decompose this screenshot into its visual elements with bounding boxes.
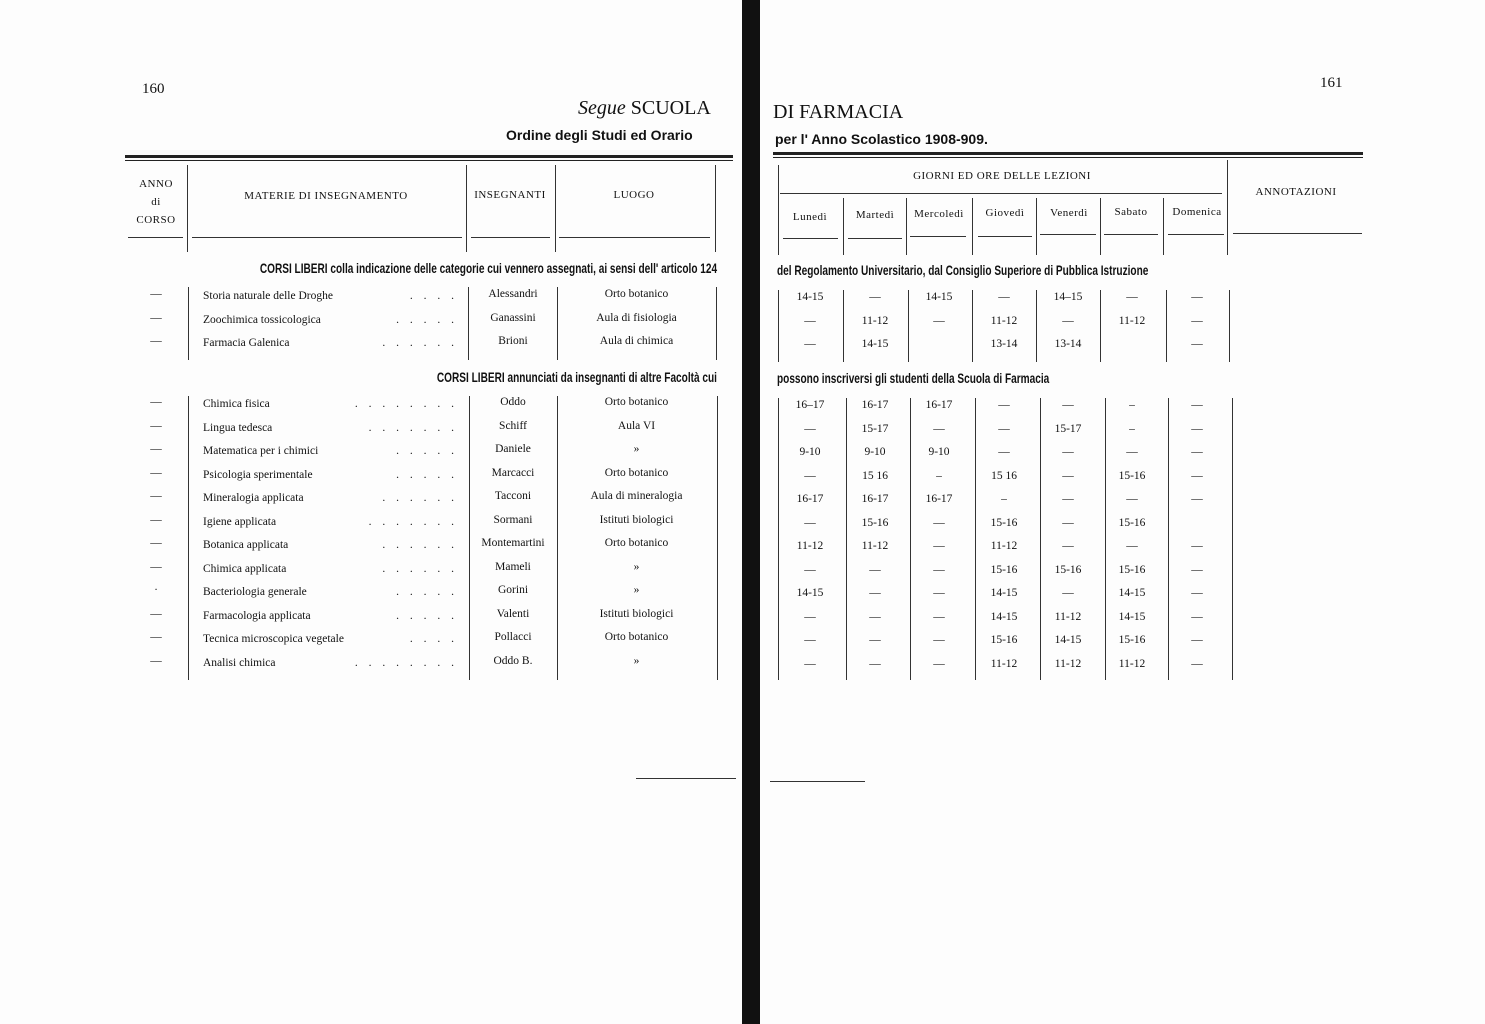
orario-cell-venerd: 14-15 [1054, 634, 1082, 646]
insegnante-cell: Brioni [498, 335, 528, 347]
left-section2-title: CORSI LIBERI annunciati da insegnanti di altre Facoltà cui [436, 369, 717, 385]
leader-dots: . . . . [409, 290, 458, 302]
orario-cell-marted: 16-17 [861, 399, 889, 411]
orario-cell-marted: — [869, 587, 881, 599]
header-underline [192, 237, 462, 238]
annotazioni-header: ANNOTAZIONI [1255, 186, 1337, 198]
orario-cell-luned: 16–17 [795, 399, 825, 411]
day-sabato: Sabato [1114, 206, 1148, 218]
orario-cell-luned: 16-17 [796, 493, 824, 505]
orario-cell-luned: — [804, 634, 816, 646]
orario-cell-marted: 11-12 [861, 540, 889, 552]
orario-cell-domenica: — [1191, 610, 1203, 623]
orario-cell-marted: 15 16 [862, 469, 888, 482]
orario-cell-gioved: 11-12 [990, 657, 1018, 670]
orario-cell-gioved: 15-16 [990, 516, 1018, 529]
orario-cell-venerd: — [1062, 314, 1074, 327]
materia-cell: Mineralogia applicata [203, 492, 304, 504]
orario-cell-mercoled: — [933, 587, 945, 599]
orario-cell-gioved: 15-16 [990, 563, 1018, 576]
header-col-divider [466, 165, 467, 252]
luogo-cell: Orto botanico [604, 537, 669, 549]
anno-cell: — [150, 466, 162, 479]
heading-italic: Segue [578, 97, 626, 119]
right-section1-title: del Regolamento Universitario, dal Consiglio Superiore di Pubblica Istruzione [777, 262, 1149, 278]
anno-cell: — [150, 631, 162, 643]
leader-dots: . . . . . . [382, 492, 458, 504]
anno-cell: — [150, 419, 162, 432]
orario-cell-sabato: 11-12 [1118, 657, 1146, 670]
insegnante-cell: Alessandri [488, 288, 538, 300]
leader-dots: . . . . . . . [368, 421, 458, 434]
anno-cell: — [150, 311, 162, 324]
insegnante-cell: Ganassini [490, 311, 536, 324]
orario-cell-luned: 11-12 [796, 540, 824, 552]
orario-cell-sabato: – [1129, 399, 1135, 411]
orario-cell-mercoled: 14-15 [925, 291, 953, 303]
leader-dots: . . . . . [396, 609, 458, 622]
leader-dots: . . . . . [396, 468, 458, 481]
orario-cell-mercoled: 16-17 [925, 493, 953, 505]
orario-cell-venerd: — [1062, 469, 1074, 482]
anno-cell: — [150, 560, 162, 573]
materia-cell: Farmacia Galenica [203, 337, 290, 349]
luogo-cell: » [633, 443, 640, 455]
anno-cell: — [150, 513, 162, 526]
insegnante-cell: Gorini [497, 584, 529, 596]
insegnante-cell: Daniele [495, 443, 531, 455]
body-col-divider [716, 287, 717, 360]
header-col-divider [715, 165, 716, 252]
materia-cell: Bacteriologia generale [203, 586, 307, 598]
insegnante-cell: Schiff [499, 419, 527, 432]
orario-cell-luned: 14-15 [796, 587, 824, 599]
col-header-anno [130, 175, 182, 229]
orario-cell-marted: — [869, 610, 881, 623]
footer-rule-right [770, 781, 865, 782]
materia-cell: Chimica fisica [203, 398, 270, 410]
orario-cell-sabato: 15-16 [1118, 516, 1146, 529]
insegnante-cell: Oddo B. [493, 654, 533, 667]
body-day-divider [778, 398, 779, 680]
header-day-divider [972, 198, 973, 255]
orario-cell-gioved: 14-15 [990, 587, 1018, 599]
orario-cell-luned: 9-10 [799, 446, 821, 458]
header-underline [1104, 234, 1158, 235]
insegnante-cell: Oddo [500, 396, 526, 408]
header-underline [471, 237, 550, 238]
orario-cell-gioved: 14-15 [990, 610, 1018, 623]
anno-cell: — [150, 443, 162, 455]
orario-cell-marted: 16-17 [861, 493, 889, 505]
orario-cell-venerd: — [1062, 493, 1074, 505]
orario-cell-domenica: — [1191, 291, 1203, 303]
orario-cell-luned: — [804, 516, 816, 529]
orario-cell-gioved: — [998, 291, 1010, 303]
header-col-divider [187, 165, 188, 252]
orario-cell-luned: — [804, 563, 816, 576]
leader-dots: . . . . . [396, 586, 458, 598]
orario-cell-mercoled: 16-17 [925, 399, 953, 411]
left-page [0, 0, 742, 1024]
orario-cell-gioved: — [998, 422, 1010, 435]
orario-cell-venerd: — [1062, 399, 1074, 411]
body-day-divider [1229, 290, 1230, 362]
orario-cell-mercoled: – [936, 469, 942, 482]
orario-cell-domenica: — [1191, 493, 1203, 505]
header-underline [783, 238, 838, 239]
insegnante-cell: Valenti [496, 607, 530, 620]
header-col-divider [555, 165, 556, 252]
insegnante-cell: Sormani [493, 513, 533, 526]
orario-cell-marted: 11-12 [861, 314, 889, 327]
leader-dots: . . . . . . . . [354, 398, 458, 410]
heading-text: SCUOLA [630, 97, 711, 119]
body-col-divider [468, 287, 469, 360]
body-day-divider [843, 290, 844, 362]
header-day-divider [1036, 198, 1037, 255]
orario-cell-domenica: — [1191, 587, 1203, 599]
materia-cell: Analisi chimica [203, 656, 276, 669]
orario-cell-mercoled: — [933, 563, 945, 576]
orario-cell-gioved: 13-14 [990, 338, 1018, 350]
orario-cell-marted: — [869, 291, 881, 303]
materia-cell: Igiene applicata [203, 515, 277, 528]
anno-cell: — [150, 537, 162, 549]
orario-cell-sabato: 15-16 [1118, 469, 1146, 482]
header-underline [848, 238, 902, 239]
orario-cell-sabato: 14-15 [1118, 587, 1146, 599]
orario-cell-sabato: — [1126, 446, 1138, 458]
orario-cell-sabato: – [1129, 422, 1135, 435]
orario-cell-gioved: — [998, 399, 1010, 411]
orario-cell-luned: — [804, 314, 816, 327]
orario-cell-marted: 15-17 [861, 422, 889, 435]
orario-cell-domenica: — [1191, 399, 1203, 411]
header-underline [559, 237, 710, 238]
luogo-cell: Istituti biologici [599, 513, 674, 526]
materia-cell: Psicologia sperimentale [203, 468, 313, 481]
orario-cell-luned: — [804, 610, 816, 623]
body-day-divider [1232, 398, 1233, 680]
luogo-cell: Aula di mineralogia [590, 490, 683, 502]
orario-cell-marted: — [869, 634, 881, 646]
materia-cell: Storia naturale delle Droghe [203, 290, 333, 302]
luogo-cell: Istituti biologici [599, 607, 674, 620]
body-col-divider [188, 287, 189, 360]
orario-cell-mercoled: — [933, 657, 945, 670]
materia-cell: Chimica applicata [203, 562, 287, 575]
header-underline [1233, 233, 1362, 234]
body-col-divider [717, 396, 718, 680]
header-day-divider [906, 198, 907, 255]
col-header-luogo: LUOGO [613, 189, 655, 201]
orario-cell-gioved: 11-12 [990, 540, 1018, 552]
right-subheading: per l' Anno Scolastico 1908-909. [775, 131, 988, 147]
materia-cell: Lingua tedesca [203, 421, 273, 434]
orario-cell-domenica: — [1191, 540, 1203, 552]
orario-cell-gioved: – [1001, 493, 1007, 505]
footer-rule-left [636, 778, 736, 779]
orario-cell-domenica: — [1191, 422, 1203, 435]
orario-cell-mercoled: — [933, 422, 945, 435]
insegnante-cell: Mameli [495, 560, 531, 573]
header-day-divider [1100, 198, 1101, 255]
orario-cell-marted: — [869, 563, 881, 576]
left-section1-title: CORSI LIBERI colla indicazione delle categorie cui vennero assegnati, ai sensi dell' articolo 124 [259, 260, 717, 276]
leader-dots: . . . . . [396, 445, 458, 457]
orario-cell-domenica: — [1191, 634, 1203, 646]
luogo-cell: Orto botanico [604, 631, 669, 643]
orario-cell-domenica: — [1191, 657, 1203, 670]
orario-cell-sabato: 11-12 [1118, 314, 1146, 327]
anno-cell: — [150, 490, 162, 502]
orario-cell-venerd: 15-17 [1054, 422, 1082, 435]
day-martedi: Martedì [855, 209, 895, 221]
anno-cell: · [154, 584, 158, 596]
orario-cell-luned: — [804, 338, 816, 350]
anno-cell: — [150, 654, 162, 667]
orario-cell-marted: 14-15 [861, 338, 889, 350]
col-header-materie: MATERIE DI INSEGNAMENTO [244, 190, 408, 202]
anno-cell: — [150, 288, 162, 300]
orario-cell-luned: — [804, 469, 816, 482]
right-heading: DI FARMACIA [773, 101, 904, 123]
left-header-rule [125, 155, 733, 161]
orario-cell-gioved: 11-12 [990, 314, 1018, 327]
header-underline [128, 237, 183, 238]
orario-cell-gioved: — [998, 446, 1010, 458]
insegnante-cell: Marcacci [491, 466, 535, 479]
insegnante-cell: Pollacci [494, 631, 532, 643]
orario-cell-venerd: 11-12 [1054, 610, 1082, 623]
header-day-divider [843, 198, 844, 255]
luogo-cell: Aula VI [617, 419, 656, 432]
orario-cell-mercoled: — [933, 516, 945, 529]
header-underline [978, 236, 1032, 237]
day-lunedi: Lunedì [792, 211, 828, 223]
orario-cell-sabato: — [1126, 493, 1138, 505]
anno-cell: — [150, 396, 162, 408]
orario-cell-venerd: — [1062, 587, 1074, 599]
orario-cell-venerd: — [1062, 540, 1074, 552]
giorni-header: GIORNI ED ORE DELLE LEZIONI [913, 170, 1091, 182]
orario-cell-domenica: — [1191, 446, 1203, 458]
orario-cell-gioved: 15 16 [991, 469, 1017, 482]
day-domenica: Domenica [1172, 206, 1222, 218]
luogo-cell: Orto botanico [604, 466, 669, 479]
orario-cell-venerd: 13-14 [1054, 338, 1082, 350]
body-col-divider [557, 396, 558, 680]
orario-cell-sabato: 15-16 [1118, 563, 1146, 576]
anno-line-2: di [151, 196, 161, 208]
materia-cell: Tecnica microscopica vegetale [203, 633, 344, 645]
header-col-divider [1227, 160, 1228, 255]
orario-cell-domenica: — [1191, 338, 1203, 350]
orario-cell-sabato: 14-15 [1118, 610, 1146, 623]
leader-dots: . . . . . . [382, 539, 458, 551]
leader-dots: . . . . . . [382, 337, 458, 349]
header-day-divider [1163, 198, 1164, 255]
orario-cell-marted: 9-10 [864, 446, 886, 458]
orario-cell-luned: — [804, 422, 816, 435]
header-underline [1168, 234, 1224, 235]
orario-cell-gioved: 15-16 [990, 634, 1018, 646]
right-header-rule [773, 152, 1363, 158]
luogo-cell: Orto botanico [604, 396, 669, 408]
materia-cell: Botanica applicata [203, 539, 289, 551]
left-subheading: Ordine degli Studi ed Orario [506, 127, 693, 143]
orario-cell-mercoled: 9-10 [928, 446, 950, 458]
materia-cell: Farmacologia applicata [203, 609, 311, 622]
materia-cell: Matematica per i chimici [203, 445, 319, 457]
col-header-insegnanti: INSEGNANTI [474, 189, 546, 201]
body-day-divider [778, 290, 779, 362]
book-gutter [742, 0, 760, 1024]
anno-cell: — [150, 335, 162, 347]
orario-cell-venerd: 11-12 [1054, 657, 1082, 670]
luogo-cell: » [633, 560, 640, 573]
orario-cell-venerd: — [1062, 446, 1074, 458]
day-giovedi: Giovedì [985, 207, 1025, 219]
orario-cell-luned: 14-15 [796, 291, 824, 303]
day-mercoledi: Mercoledì [914, 208, 964, 220]
leader-dots: . . . . . . . . [354, 656, 458, 669]
orario-cell-luned: — [804, 657, 816, 670]
orario-cell-mercoled: — [933, 540, 945, 552]
luogo-cell: Aula di chimica [599, 335, 674, 347]
body-col-divider [557, 287, 558, 360]
orario-cell-mercoled: — [933, 314, 945, 327]
leader-dots: . . . . . [396, 313, 458, 326]
leader-dots: . . . . . . [382, 562, 458, 575]
header-underline [780, 193, 1222, 194]
orario-cell-sabato: — [1126, 291, 1138, 303]
orario-cell-venerd: 14–15 [1053, 291, 1083, 303]
luogo-cell: » [633, 654, 640, 667]
orario-cell-sabato: 15-16 [1118, 634, 1146, 646]
header-underline [1040, 234, 1096, 235]
anno-line-3: CORSO [136, 214, 176, 226]
orario-cell-venerd: — [1062, 516, 1074, 529]
anno-line-1: ANNO [139, 178, 173, 190]
orario-cell-domenica: — [1191, 314, 1203, 327]
right-page-number: 161 [1320, 75, 1343, 91]
anno-cell: — [150, 607, 162, 620]
insegnante-cell: Tacconi [494, 490, 532, 502]
orario-cell-mercoled: — [933, 610, 945, 623]
orario-cell-marted: — [869, 657, 881, 670]
orario-cell-domenica: — [1191, 563, 1203, 576]
header-col-divider [778, 165, 779, 255]
leader-dots: . . . . [409, 633, 458, 645]
day-venerdi: Venerdì [1050, 207, 1088, 219]
insegnante-cell: Montemartini [481, 537, 545, 549]
body-col-divider [188, 396, 189, 680]
luogo-cell: Aula di fisiologia [596, 311, 677, 324]
left-heading [578, 97, 711, 120]
leader-dots: . . . . . . . [368, 515, 458, 528]
orario-cell-sabato: — [1126, 540, 1138, 552]
orario-cell-marted: 15-16 [861, 516, 889, 529]
luogo-cell: Orto botanico [604, 288, 669, 300]
right-section2-title: possono inscriversi gli studenti della Scuola di Farmacia [777, 370, 1050, 386]
orario-cell-venerd: 15-16 [1054, 563, 1082, 576]
orario-cell-mercoled: — [933, 634, 945, 646]
materia-cell: Zoochimica tossicologica [203, 313, 321, 326]
luogo-cell: » [633, 584, 640, 596]
header-underline [910, 236, 966, 237]
left-page-number: 160 [142, 81, 165, 97]
orario-cell-domenica: — [1191, 469, 1203, 482]
